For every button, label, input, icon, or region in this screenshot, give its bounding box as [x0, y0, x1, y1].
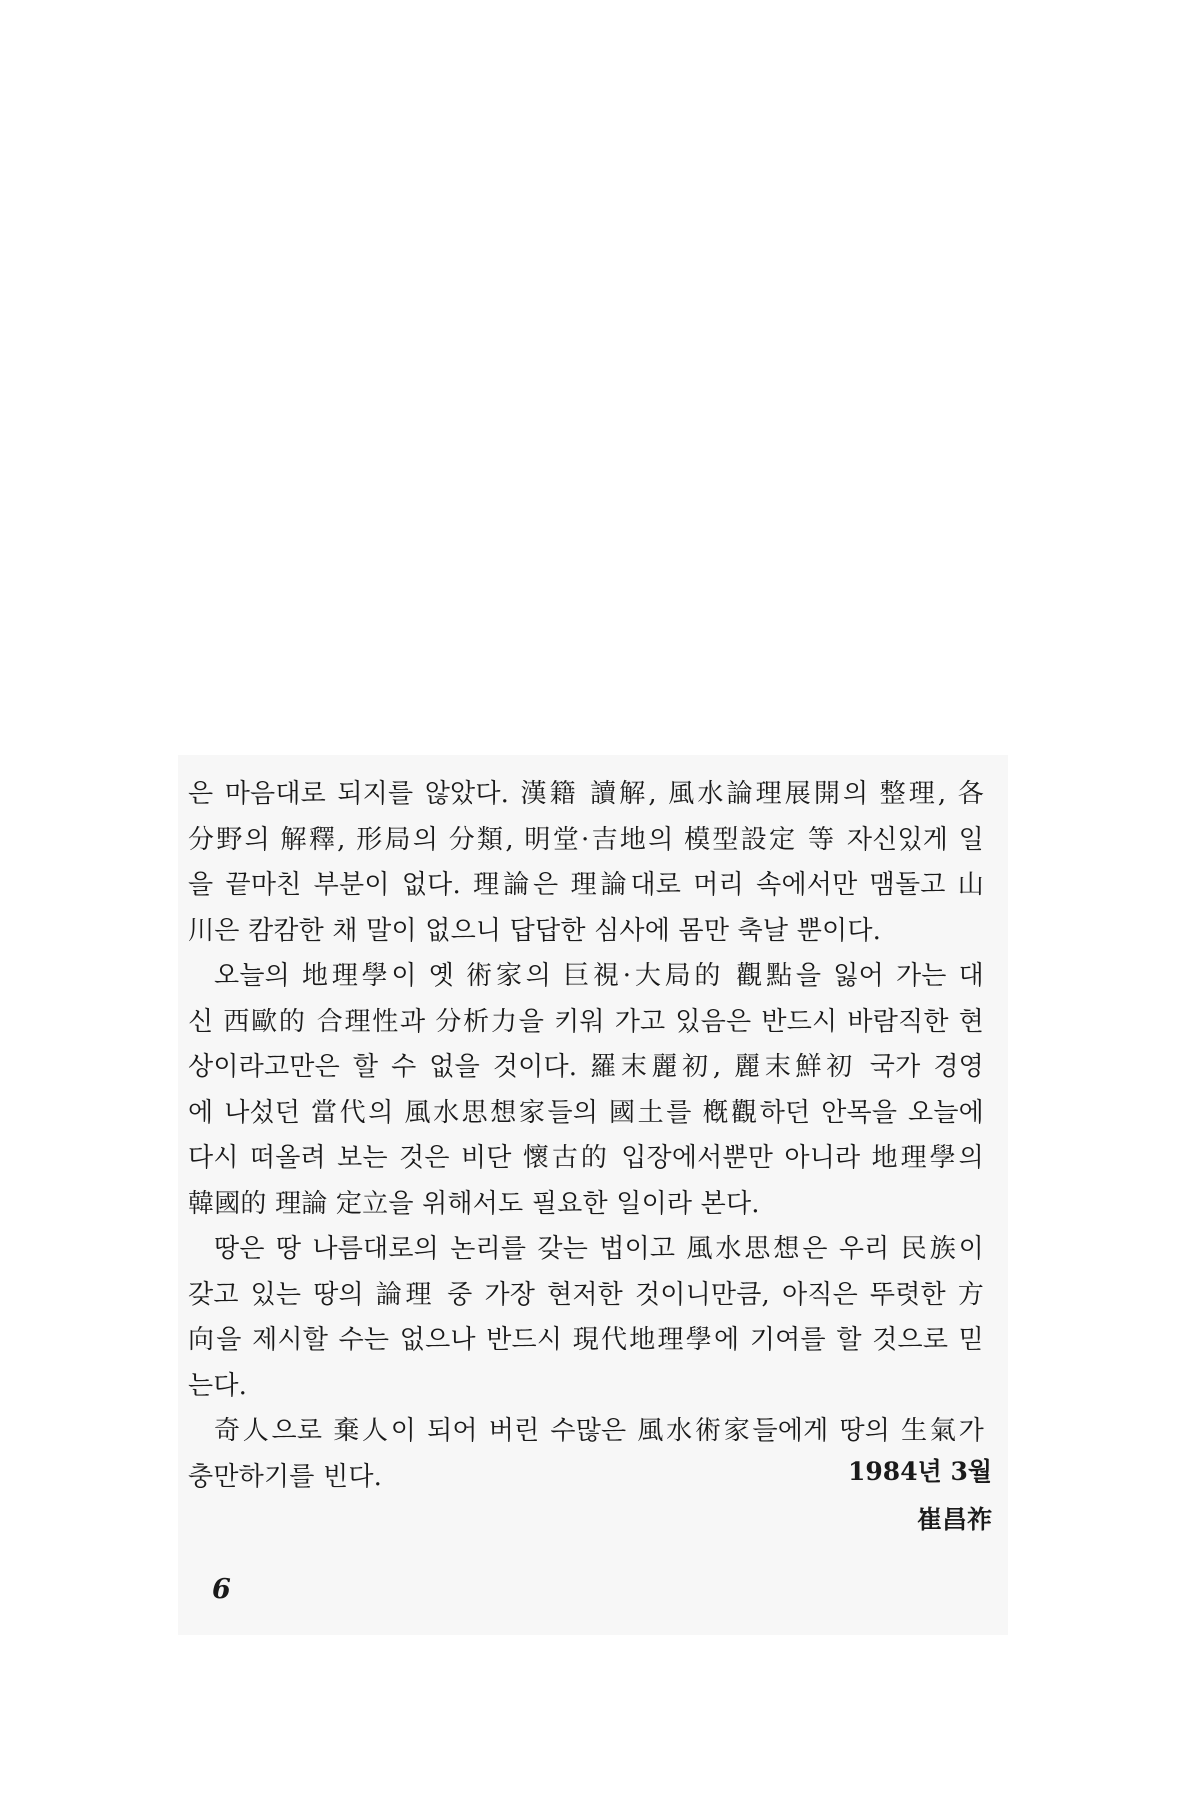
- signature-date: 1984년 3월: [848, 1457, 992, 1486]
- text-line: 分野의 解釋, 形局의 分類, 明堂·吉地의 模型設定 等 자신있게 일: [188, 824, 984, 855]
- text-line: 땅은 땅 나름대로의 논리를 갖는 법이고 風水思想은 우리 民族이: [214, 1234, 984, 1264]
- text-line: 奇人으로 棄人이 되어 버린 수많은 風水術家들에게 땅의 生氣가: [214, 1416, 984, 1446]
- text-line: 다시 떠올려 보는 것은 비단 懷古的 입장에서뿐만 아니라 地理學의: [188, 1143, 984, 1173]
- text-line: 충만하기를 빈다.: [188, 1461, 383, 1492]
- text-line: 상이라고만은 할 수 없을 것이다. 羅末麗初, 麗末鮮初 국가 경영: [188, 1052, 984, 1082]
- body-text: [188, 772, 984, 1500]
- text-line: 오늘의 地理學이 옛 術家의 巨視·大局的 觀點을 잃어 가는 대: [214, 961, 984, 991]
- text-line: 갖고 있는 땅의 論理 중 가장 현저한 것이니만큼, 아직은 뚜렷한 方: [188, 1279, 984, 1310]
- text-line: 韓國的 理論 定立을 위해서도 필요한 일이라 본다.: [188, 1188, 760, 1219]
- text-line: 는다.: [188, 1370, 248, 1401]
- page-number: 6: [212, 1574, 231, 1605]
- text-line: 에 나섰던 當代의 風水思想家들의 國土를 槪觀하던 안목을 오늘에: [188, 1097, 984, 1128]
- text-line: 신 西歐的 合理性과 分析力을 키워 가고 있음은 반드시 바람직한 현: [188, 1006, 984, 1037]
- text-line: 을 끝마친 부분이 없다. 理論은 理論대로 머리 속에서만 맴돌고 山: [188, 870, 984, 900]
- signature-author: 崔昌祚: [916, 1505, 992, 1534]
- signature-block: [848, 1448, 992, 1544]
- text-line: 向을 제시할 수는 없으나 반드시 現代地理學에 기여를 할 것으로 믿: [188, 1325, 984, 1355]
- text-line: 은 마음대로 되지를 않았다. 漢籍 讀解, 風水論理展開의 整理, 各: [188, 779, 984, 809]
- text-line: 川은 캄캄한 채 말이 없으니 답답한 심사에 몸만 축날 뿐이다.: [188, 915, 882, 946]
